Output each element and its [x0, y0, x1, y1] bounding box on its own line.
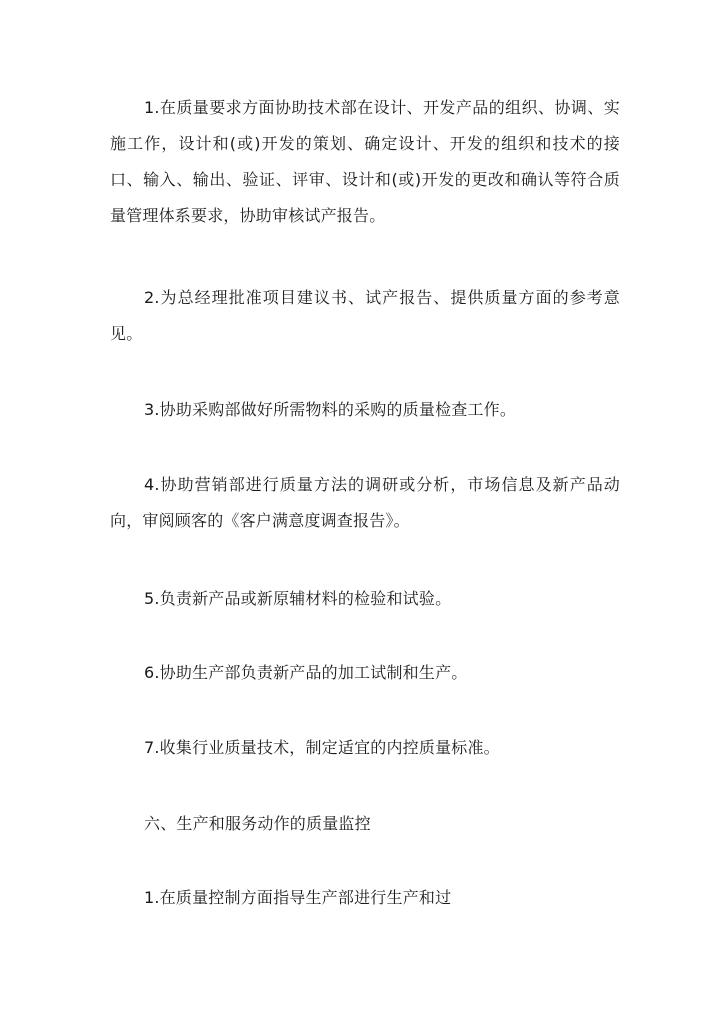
paragraph-1: 1.在质量要求方面协助技术部在设计、开发产品的组织、协调、实施工作，设计和(或)开发的策划、确定设计、开发的组织和技术的接口、输入、输出、验证、评审、设计和(或)开发的更改和确认等符合质量管理体系要求，协助审核试产报告。 [110, 98, 620, 225]
paragraph-last: 1.在质量控制方面指导生产部进行生产和过 [144, 888, 452, 907]
paragraph-5: 5.负责新产品或新原辅材料的检验和试验。 [144, 589, 452, 608]
paragraph-4: 4.协助营销部进行质量方法的调研或分析，市场信息及新产品动向，审阅顾客的《客户满意度调查报告》。 [110, 475, 620, 530]
section-heading: 六、生产和服务动作的质量监控 [144, 814, 371, 833]
paragraph-2: 2.为总经理批准项目建议书、试产报告、提供质量方面的参考意见。 [110, 288, 620, 343]
paragraph-6: 6.协助生产部负责新产品的加工试制和生产。 [144, 663, 468, 682]
paragraph-3: 3.协助采购部做好所需物料的采购的质量检查工作。 [144, 400, 517, 419]
paragraph-7: 7.收集行业质量技术，制定适宜的内控质量标准。 [144, 738, 500, 757]
